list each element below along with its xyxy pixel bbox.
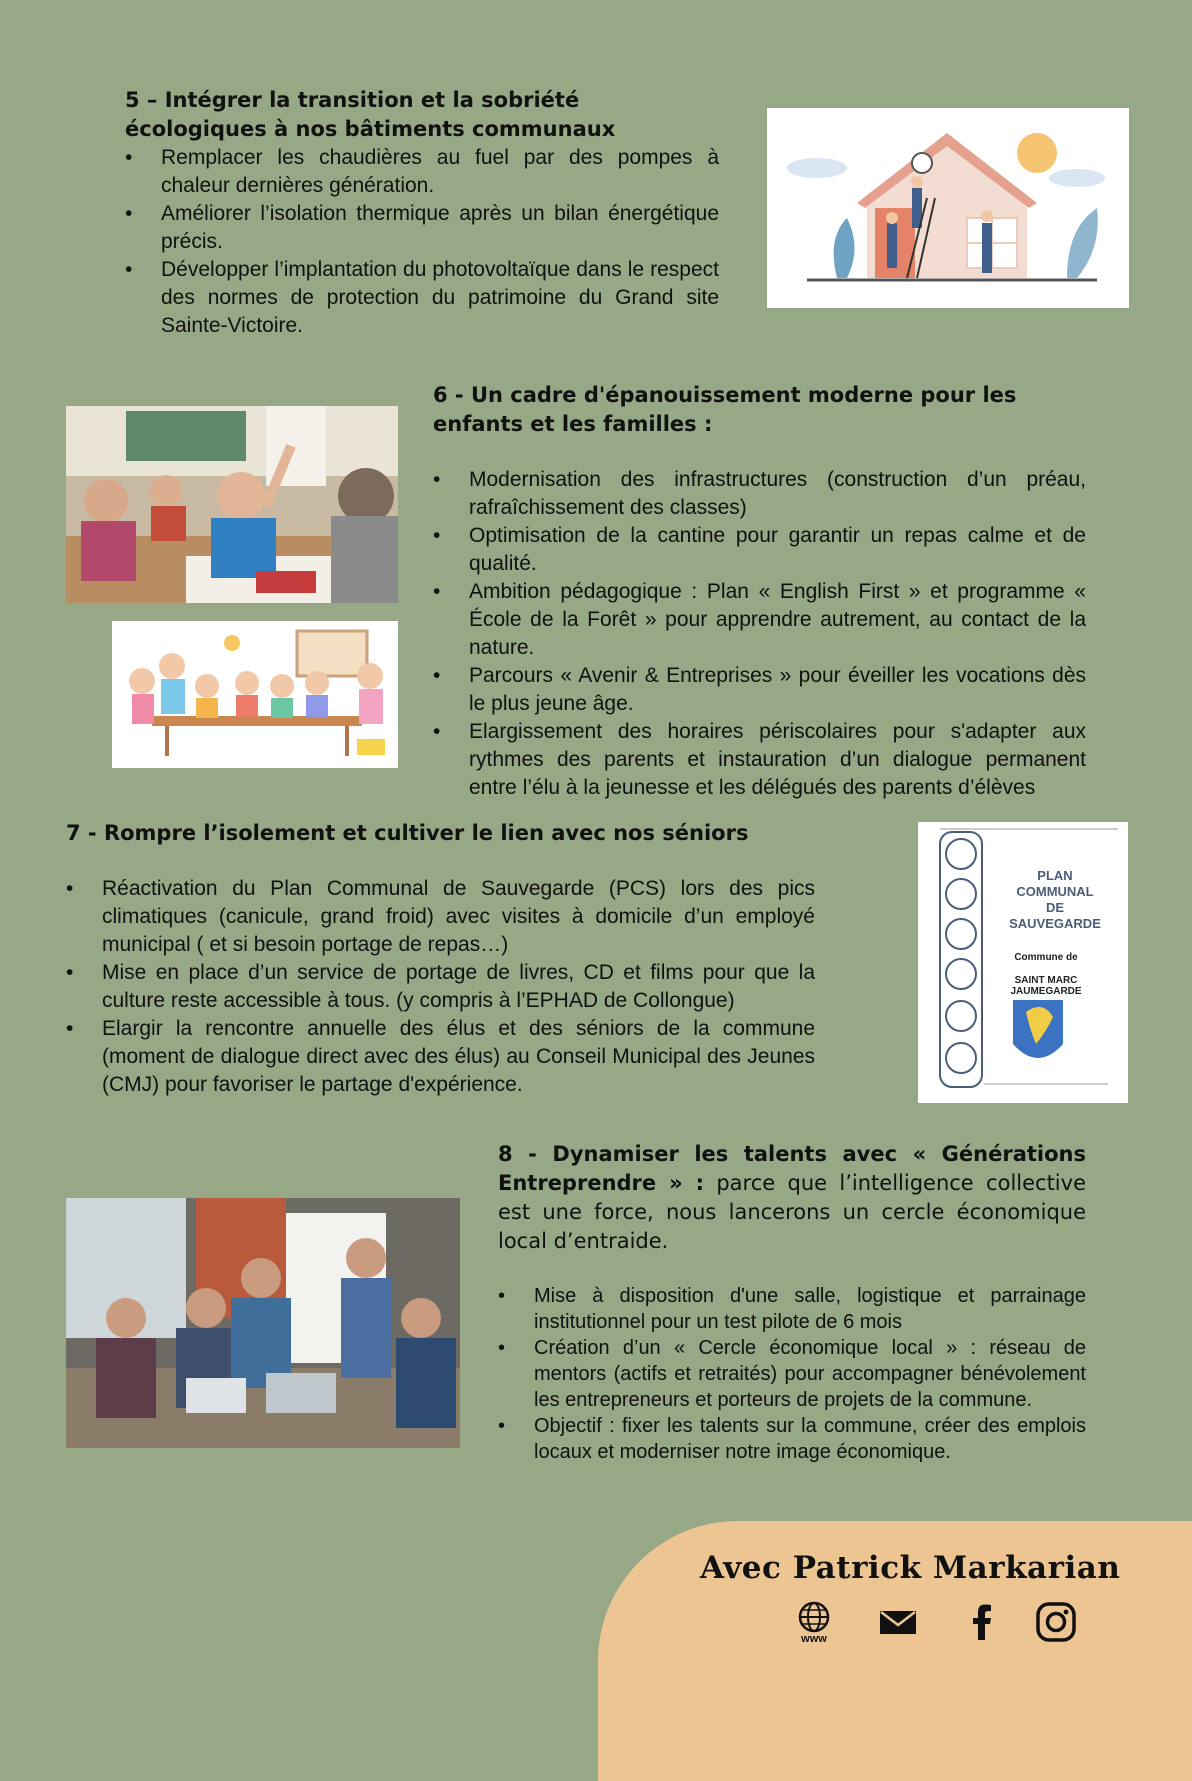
list-item: • Parcours « Avenir & Entreprises » pour éveiller les vocations dès le plus jeune âge. bbox=[433, 662, 1086, 718]
pcs-title-line: PLAN bbox=[1037, 868, 1073, 883]
candidate-name: Avec Patrick Markarian bbox=[700, 1550, 1121, 1586]
facebook-icon[interactable] bbox=[960, 1600, 1004, 1644]
list-item: • Elargissement des horaires périscolaires pour s'adapter aux rythmes des parents et instauration d’un dialogue permanent entre l’élu à la jeunesse et les délégués des parents d’élèves bbox=[433, 718, 1086, 802]
list-item: • Développer l’implantation du photovoltaïque dans le respect des normes de protection du patrimoine du Grand site Sainte-Victoire. bbox=[125, 256, 719, 340]
section-5-list bbox=[125, 144, 719, 340]
section-8-list bbox=[498, 1283, 1086, 1465]
pcs-title-line: SAUVEGARDE bbox=[1009, 916, 1101, 931]
globe-www-icon[interactable] bbox=[792, 1600, 836, 1644]
section-6 bbox=[433, 381, 1086, 802]
envelope-icon[interactable] bbox=[876, 1600, 920, 1644]
classroom-photo-svg bbox=[66, 406, 398, 603]
section-6-title: 6 - Un cadre d'épanouissement moderne pour les enfants et les familles : bbox=[433, 383, 1017, 436]
pcs-commune-name bbox=[982, 975, 1110, 997]
list-item: • Mise en place d’un service de portage de livres, CD et films pour que la culture reste accessible à tous. (y compris à l’EPHAD de Collongue) bbox=[66, 959, 815, 1015]
workshop-photo-svg bbox=[66, 1198, 460, 1448]
list-item: • Elargir la rencontre annuelle des élus et des séniors de la commune (moment de dialogue direct avec des élus) au Conseil Municipal des Jeunes (CMJ) pour favoriser le partage d'expérience. bbox=[66, 1015, 815, 1099]
workshop-team-photo bbox=[66, 1198, 460, 1448]
section-8-intro-text: parce que l’intelligence collective est une force, nous lancerons un cercle économique local d’entraide. bbox=[498, 1171, 1086, 1253]
list-item: • Ambition pédagogique : Plan « English First » et programme « École de la Forêt » pour apprendre autrement, au contact de la nature. bbox=[433, 578, 1086, 662]
cantine-illustration bbox=[112, 621, 398, 768]
pcs-commune-line: SAINT MARC bbox=[1014, 975, 1078, 986]
section-5-title: 5 – Intégrer la transition et la sobriété écologiques à nos bâtiments communaux bbox=[125, 88, 616, 141]
house-illustration-svg bbox=[767, 108, 1129, 308]
envelope-svg bbox=[876, 1600, 920, 1644]
www-label: www bbox=[801, 1633, 827, 1644]
facebook-svg bbox=[960, 1600, 1004, 1644]
section-5 bbox=[125, 86, 719, 340]
section-7-title: 7 - Rompre l’isolement et cultiver le lien avec nos séniors bbox=[66, 821, 749, 845]
section-7 bbox=[66, 819, 815, 1099]
pcs-commune-label: Commune de bbox=[1014, 952, 1078, 963]
list-item: • Remplacer les chaudières au fuel par des pompes à chaleur dernières génération. bbox=[125, 144, 719, 200]
section-7-list bbox=[66, 875, 815, 1099]
list-item: • Création d’un « Cercle économique local » : réseau de mentors (actifs et retraités) pour accompagner bénévolement les entrepreneurs et porteurs de projets de la commune. bbox=[498, 1335, 1086, 1413]
pcs-title bbox=[982, 868, 1128, 932]
list-item: • Optimisation de la cantine pour garantir un repas calme et de qualité. bbox=[433, 522, 1086, 578]
cantine-illustration-svg bbox=[112, 621, 398, 768]
list-item: • Mise à disposition d'une salle, logistique et parrainage institutionnel pour un test pilote de 6 mois bbox=[498, 1283, 1086, 1335]
section-6-list bbox=[433, 466, 1086, 802]
pcs-commune-line: JAUMEGARDE bbox=[1010, 986, 1082, 997]
house-renovation-illustration bbox=[767, 108, 1129, 308]
pcs-title-line: DE bbox=[1045, 900, 1065, 915]
section-8-title: 8 - Dynamiser les talents avec « Générations Entreprendre » : bbox=[498, 1142, 1086, 1195]
instagram-icon[interactable] bbox=[1034, 1600, 1078, 1644]
section-8-intro bbox=[498, 1140, 1086, 1256]
instagram-svg bbox=[1034, 1600, 1078, 1644]
list-item: • Réactivation du Plan Communal de Sauvegarde (PCS) lors des pics climatiques (canicule, grand froid) avec visites à domicile d’un employé municipal ( et si besoin portage de repas…) bbox=[66, 875, 815, 959]
classroom-photo bbox=[66, 406, 398, 603]
globe-www-svg bbox=[792, 1600, 836, 1644]
section-8 bbox=[498, 1140, 1086, 1465]
pcs-document-cover bbox=[918, 822, 1128, 1103]
list-item: • Améliorer l’isolation thermique après un bilan énergétique précis. bbox=[125, 200, 719, 256]
list-item: • Modernisation des infrastructures (construction d’un préau, rafraîchissement des classes) bbox=[433, 466, 1086, 522]
list-item: • Objectif : fixer les talents sur la commune, créer des emplois locaux et moderniser notre image économique. bbox=[498, 1413, 1086, 1465]
pcs-title-line: COMMUNAL bbox=[1016, 884, 1094, 899]
